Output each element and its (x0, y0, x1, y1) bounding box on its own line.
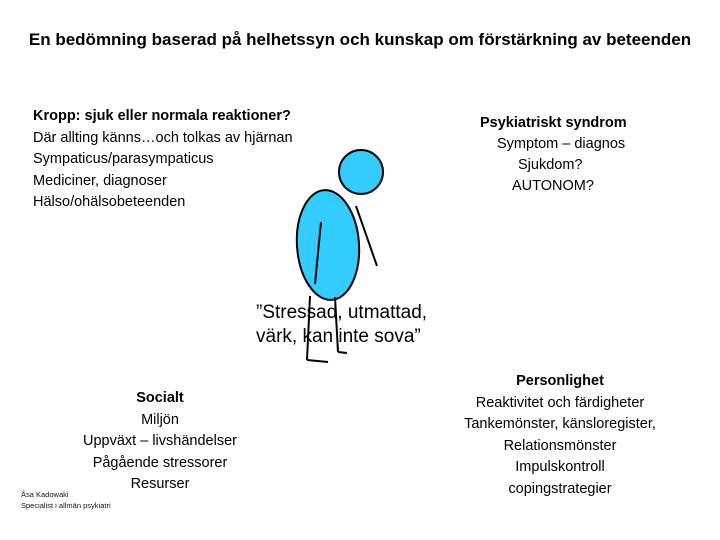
social-line: Resurser (130, 476, 190, 492)
psych-line: Sjukdom? (518, 157, 583, 173)
personality-line: Tankemönster, känsloregister, (464, 416, 656, 432)
author-name: Åsa Kadowaki (21, 490, 69, 499)
figure-head (339, 150, 383, 194)
body-line: Där allting känns…och tolkas av hjärnan (33, 129, 293, 146)
figure-right-foot (338, 352, 347, 353)
author-credit (21, 489, 111, 511)
quote-line: ”Stressad, utmattad, (256, 302, 428, 323)
social-heading: Socialt (136, 390, 184, 406)
body-line: Hälso/ohälsobeteenden (33, 194, 186, 210)
psych-heading: Psykiatriskt syndrom (480, 115, 627, 131)
author-role: Specialist i allmän psykiatri (21, 501, 111, 510)
patient-quote (256, 301, 427, 349)
social-line: Uppväxt – livshändelser (83, 433, 237, 449)
slide-title: En bedömning baserad på helhetssyn och kunskap om förstärkning av beteenden (28, 30, 692, 49)
figure-left-foot (307, 360, 328, 362)
body-line: Mediciner, diagnoser (33, 172, 167, 189)
personality-line: copingstrategier (508, 480, 612, 497)
personality-line: Reaktivitet och färdigheter (475, 394, 645, 411)
body-heading: Kropp: sjuk eller normala reaktioner? (33, 108, 291, 124)
personality-line: Impulskontroll (515, 459, 605, 475)
social-line: Pågående stressorer (92, 454, 228, 471)
psych-line: Symptom – diagnos (497, 136, 626, 152)
figure-body (293, 188, 363, 302)
personality-line: Relationsmönster (503, 437, 617, 454)
social-line: Miljön (141, 411, 179, 428)
personality-section (440, 371, 680, 500)
quote-line: värk, kan inte sova” (256, 326, 421, 347)
social-section (60, 388, 260, 496)
psych-line: AUTONOM? (512, 178, 594, 194)
personality-heading: Personlighet (516, 373, 604, 389)
body-line: Sympaticus/parasympaticus (33, 151, 214, 167)
